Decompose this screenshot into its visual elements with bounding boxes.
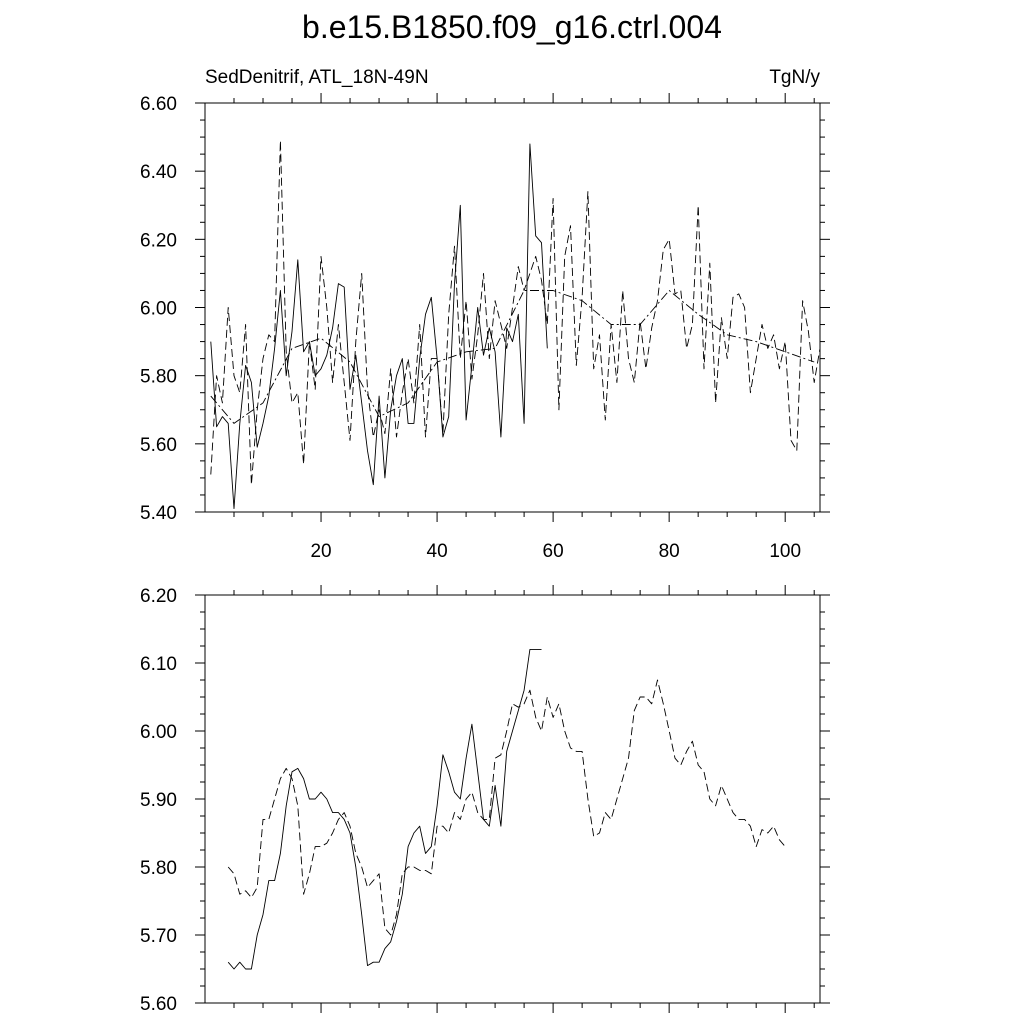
panel1-x-tick-label: 100 [769,541,802,562]
panel1-x-tick-label: 60 [542,541,564,562]
panel2-series-dashed-line [228,680,785,935]
panel2-series-solid-line [228,649,541,969]
panel1-x-tick-label: 80 [658,541,680,562]
panel2-y-tick-label: 6.00 [140,722,177,743]
panel1-series-solid-line [211,144,548,509]
panel1-plot [140,93,830,562]
panel1-y-tick-label: 6.60 [140,94,177,115]
panel1-series-dashed-line [211,141,820,485]
panel1-y-tick-label: 5.60 [140,434,177,456]
panel2-y-tick-label: 5.80 [140,858,177,879]
panel1-y-tick-label: 6.00 [140,298,177,320]
panel2-y-tick-label: 5.70 [140,926,177,947]
panel2-y-tick-label: 6.20 [140,586,177,607]
figure-title: b.e15.B1850.f09_g16.ctrl.004 [302,9,722,45]
panel1-x-tick-label: 40 [426,541,448,562]
panel1-x-tick-label: 20 [310,541,332,562]
panel1-y-tick-label: 5.40 [140,503,177,524]
panel2-y-tick-label: 5.90 [140,790,177,811]
panel2-y-tick-label: 5.60 [140,994,177,1015]
panel1-y-tick-label: 6.20 [140,230,177,252]
panel2-frame [205,595,820,1003]
panel1-frame [205,103,820,512]
panel1-y-tick-label: 6.40 [140,162,177,184]
panel2-plot [140,585,830,1015]
panel2-y-tick-label: 6.10 [140,654,177,675]
panel1-y-tick-label: 5.80 [140,366,177,388]
panel1-units-label: TgN/y [769,67,820,88]
panel1-variable-label: SedDenitrif, ATL_18N-49N [205,67,429,88]
